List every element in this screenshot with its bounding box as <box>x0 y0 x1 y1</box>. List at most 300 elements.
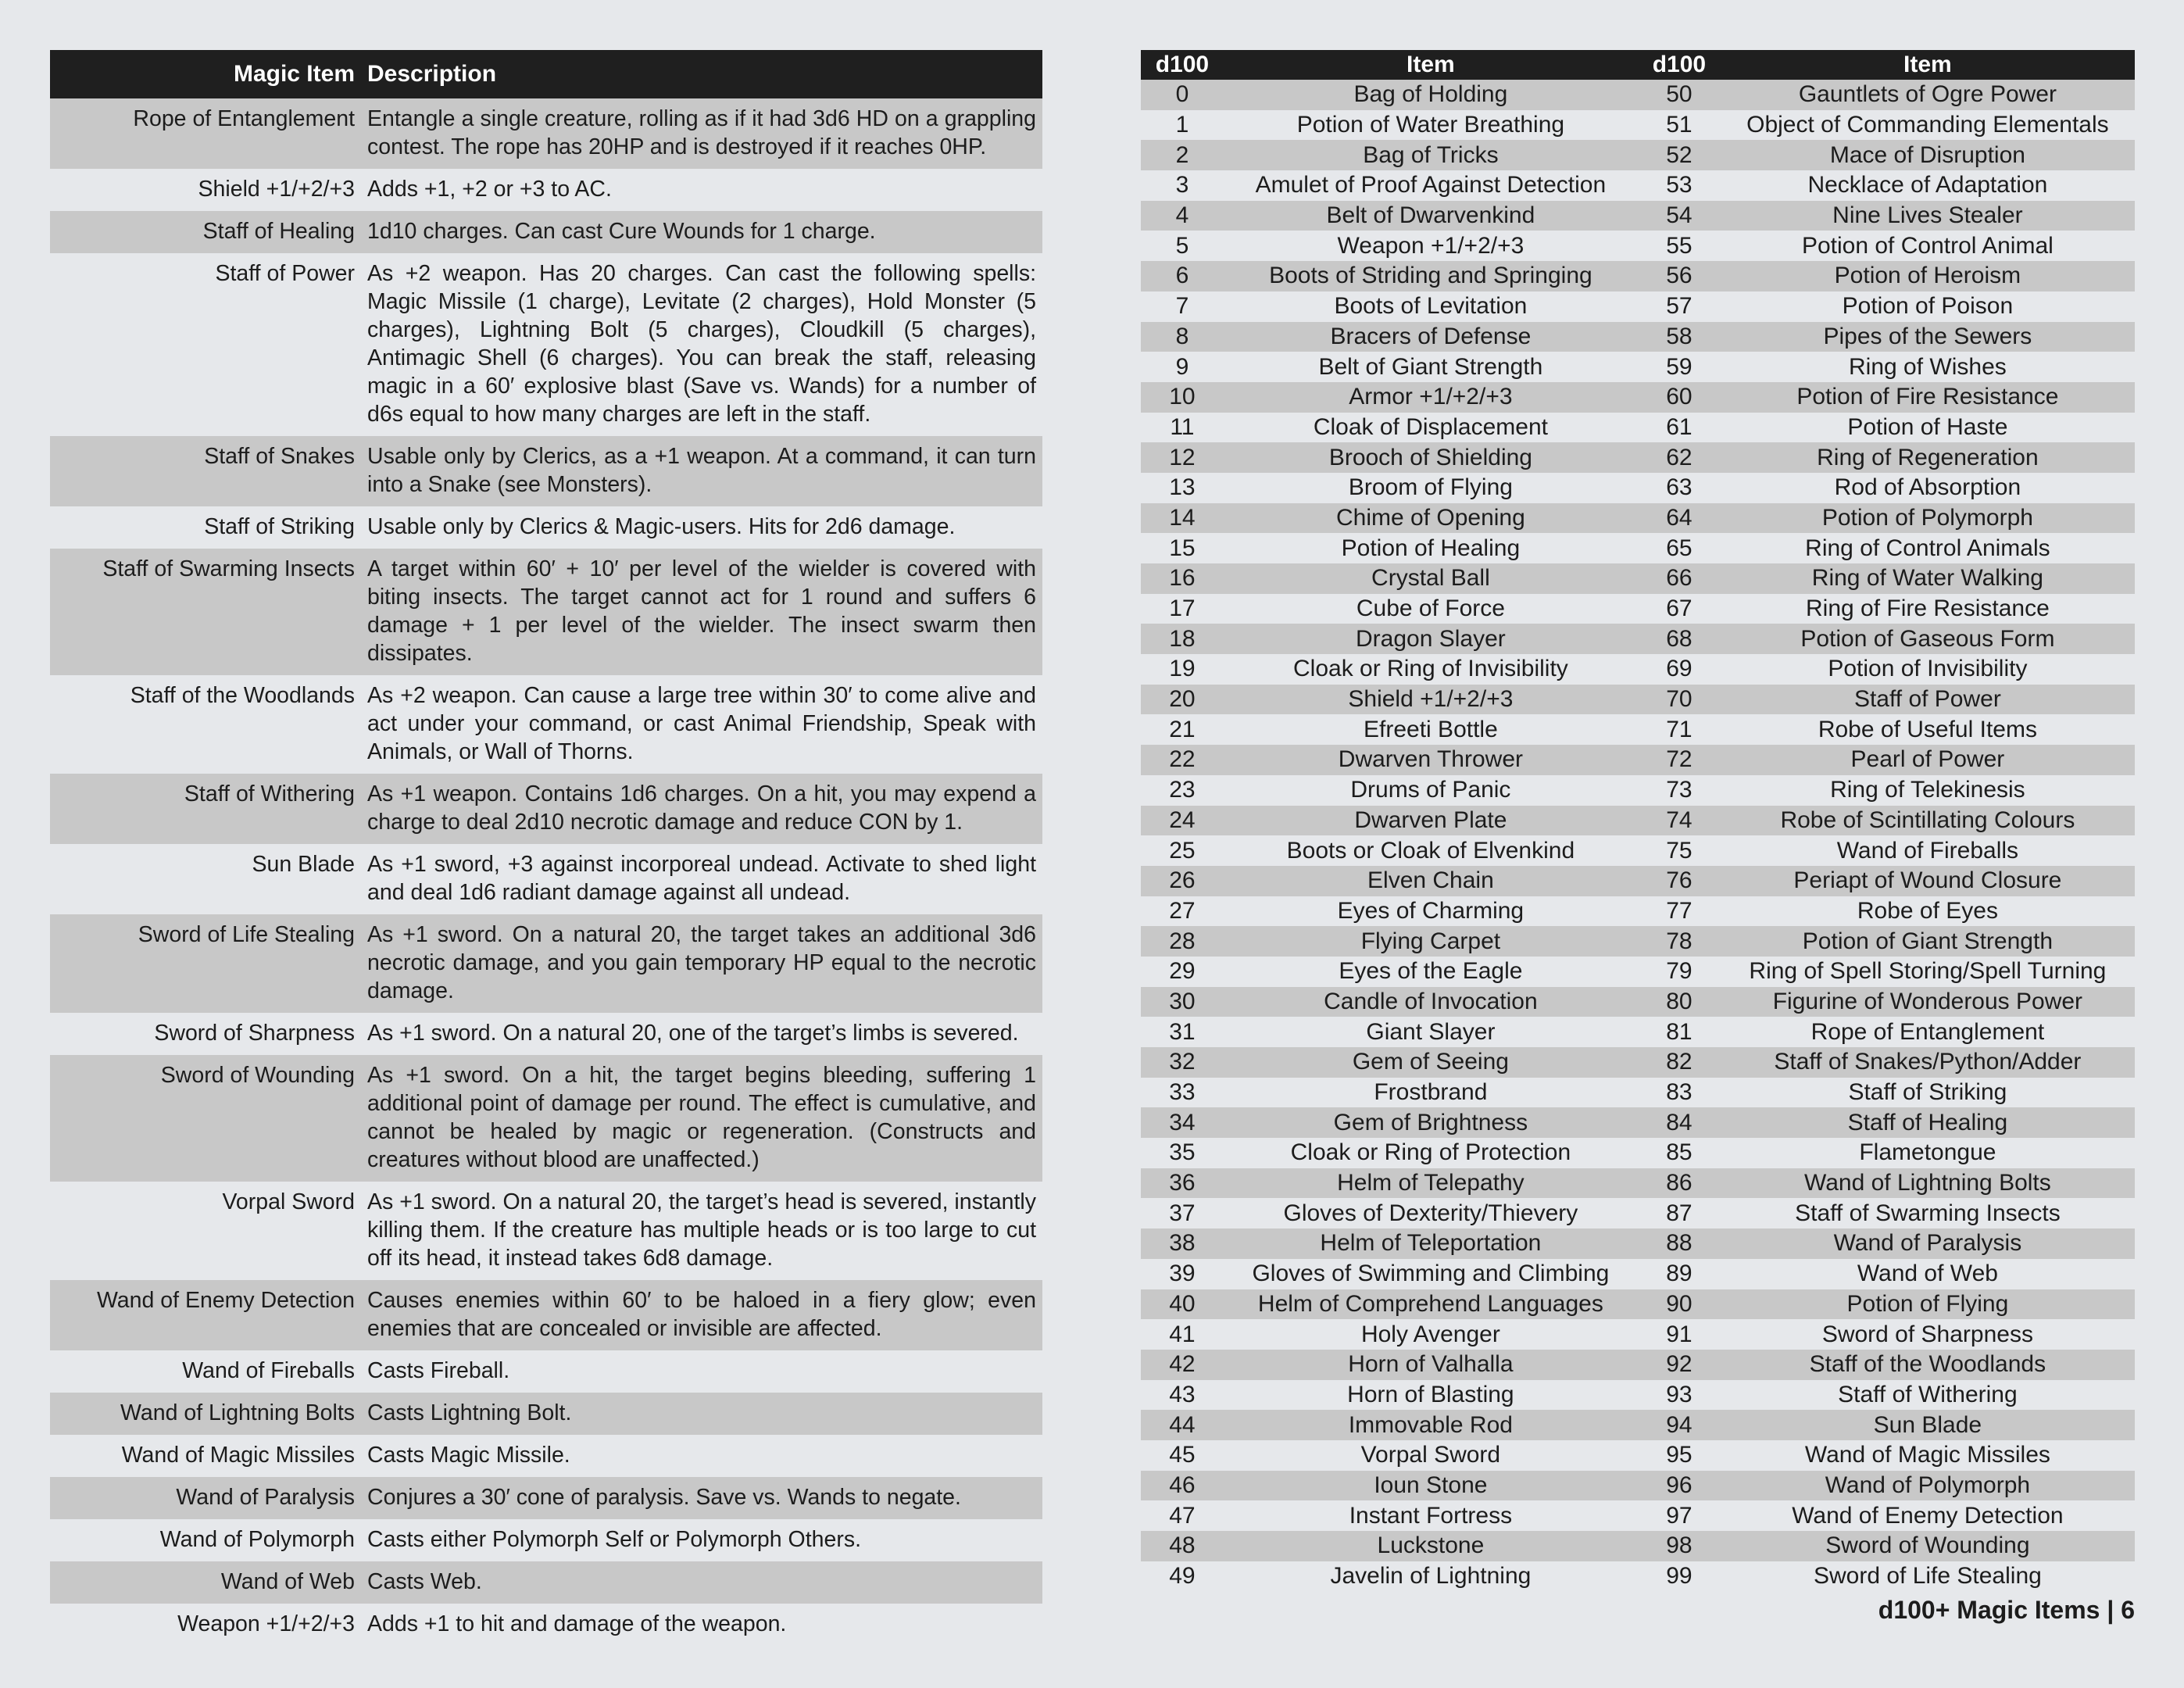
item-description-cell: Casts Lightning Bolt. <box>361 1393 1042 1435</box>
roll-cell: 63 <box>1666 474 1693 501</box>
item-cell: Wand of Magic Missiles <box>1804 1442 2050 1468</box>
item-name-cell: Shield +1/+2/+3 <box>198 177 355 202</box>
column-header-d100: d100 <box>1638 50 1721 80</box>
item-name-cell: Wand of Enemy Detection <box>50 1280 361 1350</box>
item-description-cell: Adds +1, +2 or +3 to AC. <box>367 177 612 202</box>
table-row <box>1141 261 2135 291</box>
item-cell: Boots of Striding and Springing <box>1224 261 1638 291</box>
item-cell: Gloves of Swimming and Climbing <box>1252 1261 1610 1287</box>
table-row <box>50 1477 1042 1519</box>
roll-cell: 45 <box>1169 1442 1196 1468</box>
roll-cell: 5 <box>1175 232 1189 259</box>
item-name-cell: Staff of Snakes <box>50 436 361 506</box>
item-name-cell: Staff of Striking <box>204 514 355 539</box>
item-cell: Bag of Holding <box>1224 80 1638 110</box>
item-name-cell: Staff of Swarming Insects <box>50 549 361 675</box>
roll-cell: 91 <box>1666 1321 1693 1347</box>
item-cell: Ioun Stone <box>1224 1471 1638 1501</box>
item-cell: Belt of Giant Strength <box>1318 353 1543 380</box>
table-row <box>50 1435 1042 1477</box>
item-name-cell: Staff of the Woodlands <box>130 683 355 708</box>
roll-cell: 16 <box>1141 563 1224 594</box>
table-row <box>1141 926 2135 957</box>
item-cell: Pearl of Power <box>1721 745 2135 775</box>
table-row <box>1141 442 2135 473</box>
roll-cell: 33 <box>1169 1079 1196 1106</box>
item-cell: Sun Blade <box>1721 1410 2135 1440</box>
table-row <box>1141 231 2135 261</box>
roll-cell: 92 <box>1638 1350 1721 1380</box>
roll-cell: 81 <box>1666 1018 1693 1045</box>
roll-cell: 50 <box>1638 80 1721 110</box>
table-row <box>1141 1047 2135 1078</box>
item-cell: Gem of Brightness <box>1224 1107 1638 1138</box>
item-cell: Ring of Wishes <box>1849 353 2007 380</box>
item-cell: Sword of Life Stealing <box>1813 1563 2042 1590</box>
table-row <box>50 211 1042 253</box>
item-cell: Instant Fortress <box>1349 1502 1513 1529</box>
item-cell: Boots or Cloak of Elvenkind <box>1286 837 1575 864</box>
roll-cell: 78 <box>1638 926 1721 957</box>
item-description-cell: Casts Fireball. <box>367 1358 510 1383</box>
table-row <box>1141 1198 2135 1228</box>
item-cell: Staff of Swarming Insects <box>1795 1200 2061 1226</box>
roll-cell: 86 <box>1638 1168 1721 1199</box>
table-row <box>1141 1350 2135 1380</box>
item-cell: Cube of Force <box>1356 595 1505 622</box>
table-row <box>1141 352 2135 382</box>
roll-cell: 80 <box>1638 987 1721 1017</box>
roll-cell: 53 <box>1666 172 1693 198</box>
table-row <box>50 253 1042 436</box>
roll-cell: 41 <box>1169 1321 1196 1347</box>
table-row <box>1141 201 2135 231</box>
table-row <box>1141 1440 2135 1471</box>
page-footer: d100+ Magic Items | 6 <box>1878 1596 2135 1624</box>
item-cell: Gauntlets of Ogre Power <box>1721 80 2135 110</box>
roll-cell: 84 <box>1638 1107 1721 1138</box>
item-cell: Helm of Telepathy <box>1224 1168 1638 1199</box>
item-description-cell: Conjures a 30′ cone of paralysis. Save vs. Wands to negate. <box>361 1477 1042 1519</box>
item-cell: Staff of Snakes/Python/Adder <box>1721 1047 2135 1078</box>
table-row <box>1141 1380 2135 1411</box>
item-name-cell: Rope of Entanglement <box>50 98 361 169</box>
table-row <box>1141 957 2135 987</box>
item-name-cell: Wand of Polymorph <box>159 1527 355 1552</box>
roll-cell: 77 <box>1666 897 1693 924</box>
table-row <box>1141 80 2135 110</box>
item-cell: Potion of Poison <box>1842 293 2014 320</box>
roll-cell: 37 <box>1169 1200 1196 1226</box>
roll-cell: 24 <box>1141 806 1224 836</box>
item-name-cell: Sword of Wounding <box>50 1055 361 1182</box>
item-cell: Potion of Heroism <box>1721 261 2135 291</box>
item-cell: Ring of Water Walking <box>1721 563 2135 594</box>
table-row <box>1141 1500 2135 1531</box>
item-cell: Robe of Useful Items <box>1818 716 2037 742</box>
roll-cell: 12 <box>1141 442 1224 473</box>
item-cell: Staff of Power <box>1721 685 2135 715</box>
item-cell: Necklace of Adaptation <box>1807 172 2048 198</box>
roll-cell: 46 <box>1141 1471 1224 1501</box>
table-row <box>1141 473 2135 503</box>
roll-cell: 26 <box>1141 866 1224 896</box>
item-cell: Ring of Spell Storing/Spell Turning <box>1749 958 2107 985</box>
item-cell: Eyes of the Eagle <box>1339 958 1523 985</box>
roll-cell: 2 <box>1141 140 1224 170</box>
table-row <box>1141 1410 2135 1440</box>
column-header-d100: d100 <box>1141 50 1224 80</box>
roll-cell: 65 <box>1666 535 1693 561</box>
item-cell: Boots of Levitation <box>1334 293 1528 320</box>
table-row <box>1141 1319 2135 1350</box>
item-cell: Ring of Fire Resistance <box>1806 595 2050 622</box>
item-name-cell: Staff of Healing <box>50 211 361 253</box>
roll-cell: 25 <box>1169 837 1196 864</box>
item-cell: Staff of Withering <box>1838 1381 2018 1407</box>
item-description-cell: As +1 sword. On a hit, the target begins bleeding, suffering 1 additional point of damage per round. The effect is cumulative, and cannot be healed by magic or regeneration. (Constructs and creatures without blood are unaffected.) <box>361 1055 1042 1182</box>
roll-cell: 39 <box>1169 1261 1196 1287</box>
item-cell: Cloak of Displacement <box>1313 413 1548 440</box>
roll-cell: 98 <box>1638 1531 1721 1561</box>
item-cell: Figurine of Wonderous Power <box>1721 987 2135 1017</box>
roll-cell: 15 <box>1169 535 1196 561</box>
table-row <box>1141 806 2135 836</box>
item-description-cell: Usable only by Clerics & Magic-users. Hits for 2d6 damage. <box>367 514 956 539</box>
item-cell: Belt of Dwarvenkind <box>1224 201 1638 231</box>
roll-cell: 58 <box>1638 322 1721 352</box>
table-row <box>1141 1138 2135 1168</box>
table-row <box>1141 382 2135 413</box>
roll-cell: 13 <box>1169 474 1196 501</box>
table-row <box>1141 1561 2135 1592</box>
roll-cell: 30 <box>1141 987 1224 1017</box>
roll-cell: 8 <box>1141 322 1224 352</box>
item-name-cell: Staff of Power <box>215 261 355 286</box>
roll-cell: 11 <box>1170 413 1195 440</box>
roll-cell: 6 <box>1141 261 1224 291</box>
roll-cell: 99 <box>1666 1563 1693 1590</box>
roll-cell: 40 <box>1141 1289 1224 1320</box>
roll-cell: 94 <box>1638 1410 1721 1440</box>
roll-cell: 67 <box>1666 595 1693 622</box>
roll-cell: 3 <box>1175 172 1189 198</box>
roll-cell: 18 <box>1141 624 1224 654</box>
item-cell: Crystal Ball <box>1224 563 1638 594</box>
roll-cell: 23 <box>1169 777 1196 803</box>
table-header-row <box>50 50 1042 98</box>
roll-cell: 64 <box>1638 503 1721 534</box>
item-cell: Rod of Absorption <box>1834 474 2021 501</box>
table-row <box>50 436 1042 506</box>
table-row <box>50 1055 1042 1182</box>
item-cell: Weapon +1/+2/+3 <box>1337 232 1525 259</box>
item-cell: Dwarven Plate <box>1224 806 1638 836</box>
table-row <box>1141 533 2135 563</box>
item-cell: Wand of Paralysis <box>1721 1228 2135 1259</box>
table-row <box>1141 866 2135 896</box>
roll-cell: 93 <box>1666 1381 1693 1407</box>
table-row <box>1141 1017 2135 1047</box>
item-cell: Candle of Invocation <box>1224 987 1638 1017</box>
d100-roll-table <box>1141 50 2135 1591</box>
item-description-cell: As +2 weapon. Can cause a large tree within 30′ to come alive and act under your command, or cast Animal Friendship, Speak with Animals, or Wall of Thorns. <box>367 683 1036 764</box>
table-row <box>50 1280 1042 1350</box>
magic-item-description-table <box>50 50 1042 1646</box>
table-row <box>1141 835 2135 866</box>
item-cell: Holy Avenger <box>1360 1321 1500 1347</box>
item-name-cell: Sword of Life Stealing <box>50 914 361 1013</box>
roll-cell: 72 <box>1638 745 1721 775</box>
item-description-cell: Adds +1 to hit and damage of the weapon. <box>367 1611 787 1636</box>
item-cell: Potion of Polymorph <box>1721 503 2135 534</box>
roll-cell: 7 <box>1175 293 1189 320</box>
roll-cell: 60 <box>1638 382 1721 413</box>
item-description-cell: 1d10 charges. Can cast Cure Wounds for 1 charge. <box>361 211 1042 253</box>
roll-cell: 20 <box>1141 685 1224 715</box>
roll-cell: 85 <box>1666 1139 1693 1166</box>
item-cell: Potion of Control Animal <box>1801 232 2054 259</box>
item-cell: Nine Lives Stealer <box>1721 201 2135 231</box>
roll-cell: 70 <box>1638 685 1721 715</box>
item-cell: Eyes of Charming <box>1337 897 1525 924</box>
table-row <box>1141 1289 2135 1320</box>
table-row <box>50 1561 1042 1604</box>
item-cell: Frostbrand <box>1374 1079 1488 1106</box>
table-row <box>1141 503 2135 534</box>
roll-cell: 59 <box>1666 353 1693 380</box>
roll-cell: 89 <box>1666 1261 1693 1287</box>
table-row <box>1141 413 2135 443</box>
table-row <box>50 1013 1042 1055</box>
roll-cell: 96 <box>1638 1471 1721 1501</box>
roll-cell: 69 <box>1666 656 1693 682</box>
roll-cell: 71 <box>1666 716 1693 742</box>
item-cell: Cloak or Ring of Invisibility <box>1293 656 1568 682</box>
item-cell: Chime of Opening <box>1224 503 1638 534</box>
item-cell: Mace of Disruption <box>1721 140 2135 170</box>
item-cell: Flying Carpet <box>1224 926 1638 957</box>
table-row <box>1141 775 2135 806</box>
item-name-cell: Wand of Fireballs <box>182 1358 355 1383</box>
item-cell: Robe of Scintillating Colours <box>1721 806 2135 836</box>
item-cell: Armor +1/+2/+3 <box>1224 382 1638 413</box>
item-cell: Wand of Polymorph <box>1721 1471 2135 1501</box>
item-name-cell: Sun Blade <box>252 852 355 877</box>
table-row <box>1141 745 2135 775</box>
item-cell: Drums of Panic <box>1350 777 1511 803</box>
roll-cell: 66 <box>1638 563 1721 594</box>
item-cell: Dwarven Thrower <box>1224 745 1638 775</box>
item-cell: Robe of Eyes <box>1857 897 1998 924</box>
item-name-cell: Staff of Withering <box>50 774 361 844</box>
item-description-cell: Casts Magic Missile. <box>367 1443 570 1468</box>
item-cell: Bag of Tricks <box>1224 140 1638 170</box>
roll-cell: 48 <box>1141 1531 1224 1561</box>
item-name-cell: Wand of Magic Missiles <box>121 1443 355 1468</box>
roll-cell: 54 <box>1638 201 1721 231</box>
roll-cell: 74 <box>1638 806 1721 836</box>
item-description-cell: Casts either Polymorph Self or Polymorph Others. <box>367 1527 861 1552</box>
roll-cell: 10 <box>1141 382 1224 413</box>
roll-cell: 83 <box>1666 1079 1693 1106</box>
roll-cell: 44 <box>1141 1410 1224 1440</box>
table-row <box>50 549 1042 675</box>
roll-cell: 27 <box>1169 897 1196 924</box>
roll-cell: 22 <box>1141 745 1224 775</box>
item-cell: Wand of Lightning Bolts <box>1721 1168 2135 1199</box>
item-description-cell: Entangle a single creature, rolling as if it had 3d6 HD on a grappling contest. The rope has 20HP and is destroyed if it reaches 0HP. <box>361 98 1042 169</box>
roll-cell: 75 <box>1666 837 1693 864</box>
item-cell: Potion of Fire Resistance <box>1721 382 2135 413</box>
roll-cell: 43 <box>1169 1381 1196 1407</box>
item-name-cell: Wand of Lightning Bolts <box>50 1393 361 1435</box>
item-name-cell: Vorpal Sword <box>222 1189 355 1214</box>
roll-cell: 49 <box>1169 1563 1196 1590</box>
item-cell: Luckstone <box>1224 1531 1638 1561</box>
table-row <box>1141 987 2135 1017</box>
table-header-row <box>1141 50 2135 80</box>
item-cell: Wand of Enemy Detection <box>1792 1502 2064 1529</box>
item-name-cell: Weapon +1/+2/+3 <box>177 1611 355 1636</box>
item-cell: Sword of Wounding <box>1721 1531 2135 1561</box>
roll-cell: 82 <box>1638 1047 1721 1078</box>
table-row <box>1141 594 2135 624</box>
table-row <box>1141 1531 2135 1561</box>
item-cell: Potion of Haste <box>1847 413 2008 440</box>
roll-cell: 52 <box>1638 140 1721 170</box>
item-cell: Object of Commanding Elementals <box>1746 112 2109 138</box>
roll-cell: 57 <box>1666 293 1693 320</box>
item-cell: Ring of Telekinesis <box>1830 777 2025 803</box>
item-cell: Helm of Comprehend Languages <box>1224 1289 1638 1320</box>
table-row <box>1141 896 2135 927</box>
table-row <box>1141 563 2135 594</box>
roll-cell: 14 <box>1141 503 1224 534</box>
item-cell: Efreeti Bottle <box>1364 716 1498 742</box>
item-cell: Immovable Rod <box>1224 1410 1638 1440</box>
table-row <box>50 914 1042 1013</box>
column-header-item: Item <box>1224 50 1638 80</box>
roll-cell: 61 <box>1666 413 1693 440</box>
roll-cell: 34 <box>1141 1107 1224 1138</box>
item-cell: Vorpal Sword <box>1360 1442 1501 1468</box>
item-cell: Staff of the Woodlands <box>1721 1350 2135 1380</box>
roll-cell: 73 <box>1666 777 1693 803</box>
item-cell: Flametongue <box>1859 1139 1996 1166</box>
roll-cell: 42 <box>1141 1350 1224 1380</box>
item-description-cell: As +1 weapon. Contains 1d6 charges. On a hit, you may expend a charge to deal 2d10 necrotic damage and reduce CON by 1. <box>361 774 1042 844</box>
roll-cell: 31 <box>1169 1018 1196 1045</box>
item-description-cell: As +1 sword. On a natural 20, one of the target’s limbs is severed. <box>367 1021 1019 1046</box>
item-cell: Dragon Slayer <box>1224 624 1638 654</box>
item-name-cell: Sword of Sharpness <box>154 1021 355 1046</box>
table-row <box>1141 170 2135 201</box>
roll-cell: 56 <box>1638 261 1721 291</box>
table-row <box>1141 654 2135 685</box>
table-row <box>1141 1471 2135 1501</box>
roll-cell: 28 <box>1141 926 1224 957</box>
item-description-cell: Casts Web. <box>361 1561 1042 1604</box>
item-cell: Cloak or Ring of Protection <box>1290 1139 1571 1166</box>
item-description-cell: Usable only by Clerics, as a +1 weapon. At a command, it can turn into a Snake (see Monsters). <box>361 436 1042 506</box>
roll-cell: 87 <box>1666 1200 1693 1226</box>
table-row <box>50 1393 1042 1435</box>
roll-cell: 62 <box>1638 442 1721 473</box>
roll-cell: 36 <box>1141 1168 1224 1199</box>
item-cell: Ring of Regeneration <box>1721 442 2135 473</box>
item-description-cell: As +2 weapon. Has 20 charges. Can cast the following spells: Magic Missile (1 charge), Levitate (2 charges), Hold Monster (5 charges), Lightning Bolt (5 charges), Cloudkill (5 charges), Antimagic Shell (6 charges). You can break the staff, releasing magic in a 60′ explosive blast (Save vs. Wands) for a number of d6s equal to how many charges are left in the staff. <box>367 261 1036 427</box>
column-header-magic-item: Magic Item <box>50 50 361 98</box>
roll-cell: 47 <box>1169 1502 1196 1529</box>
table-row <box>50 1350 1042 1393</box>
item-description-cell: A target within 60′ + 10′ per level of the wielder is covered with biting insects. The target cannot act for 1 round and suffers 6 damage + 1 per level of the wielder. The insect swarm then dissipates. <box>361 549 1042 675</box>
item-cell: Sword of Sharpness <box>1821 1321 2033 1347</box>
table-row <box>1141 714 2135 745</box>
table-row <box>50 1604 1042 1646</box>
roll-cell: 51 <box>1666 112 1693 138</box>
table-row <box>1141 140 2135 170</box>
table-row <box>50 169 1042 211</box>
item-cell: Gem of Seeing <box>1224 1047 1638 1078</box>
item-cell: Brooch of Shielding <box>1224 442 1638 473</box>
roll-cell: 9 <box>1175 353 1189 380</box>
item-cell: Rope of Entanglement <box>1810 1018 2045 1045</box>
item-cell: Staff of Healing <box>1721 1107 2135 1138</box>
table-row <box>50 844 1042 914</box>
roll-cell: 32 <box>1141 1047 1224 1078</box>
table-row <box>50 774 1042 844</box>
table-row <box>50 98 1042 169</box>
roll-cell: 76 <box>1638 866 1721 896</box>
roll-cell: 4 <box>1141 201 1224 231</box>
item-cell: Periapt of Wound Closure <box>1721 866 2135 896</box>
column-header-description: Description <box>361 50 1042 98</box>
table-row <box>50 1519 1042 1561</box>
item-cell: Amulet of Proof Against Detection <box>1255 172 1607 198</box>
item-cell: Wand of Web <box>1857 1261 1998 1287</box>
item-cell: Potion of Gaseous Form <box>1721 624 2135 654</box>
item-cell: Bracers of Defense <box>1224 322 1638 352</box>
table-row <box>1141 1228 2135 1259</box>
table-row <box>50 1182 1042 1280</box>
item-cell: Javelin of Lightning <box>1330 1563 1532 1590</box>
item-cell: Helm of Teleportation <box>1224 1228 1638 1259</box>
roll-cell: 29 <box>1169 958 1196 985</box>
item-cell: Pipes of the Sewers <box>1721 322 2135 352</box>
item-cell: Ring of Control Animals <box>1805 535 2050 561</box>
item-description-cell: As +1 sword. On a natural 20, the target’s head is severed, instantly killing them. If the creature has multiple heads or is too large to cut off its head, it instead takes 6d8 damage. <box>367 1189 1036 1271</box>
roll-cell: 38 <box>1141 1228 1224 1259</box>
roll-cell: 55 <box>1666 232 1693 259</box>
item-name-cell: Wand of Paralysis <box>50 1477 361 1519</box>
table-row <box>1141 291 2135 322</box>
table-row <box>1141 624 2135 654</box>
table-row <box>1141 1078 2135 1108</box>
item-cell: Potion of Invisibility <box>1828 656 2028 682</box>
roll-cell: 35 <box>1169 1139 1196 1166</box>
item-description-cell: As +1 sword, +3 against incorporeal undead. Activate to shed light and deal 1d6 radiant damage against all undead. <box>367 852 1036 905</box>
roll-cell: 1 <box>1175 112 1189 138</box>
item-cell: Staff of Striking <box>1848 1079 2007 1106</box>
table-row <box>1141 110 2135 141</box>
table-row <box>1141 1168 2135 1199</box>
roll-cell: 79 <box>1666 958 1693 985</box>
roll-cell: 21 <box>1169 716 1196 742</box>
roll-cell: 68 <box>1638 624 1721 654</box>
item-cell: Potion of Healing <box>1341 535 1521 561</box>
column-header-item: Item <box>1721 50 2135 80</box>
